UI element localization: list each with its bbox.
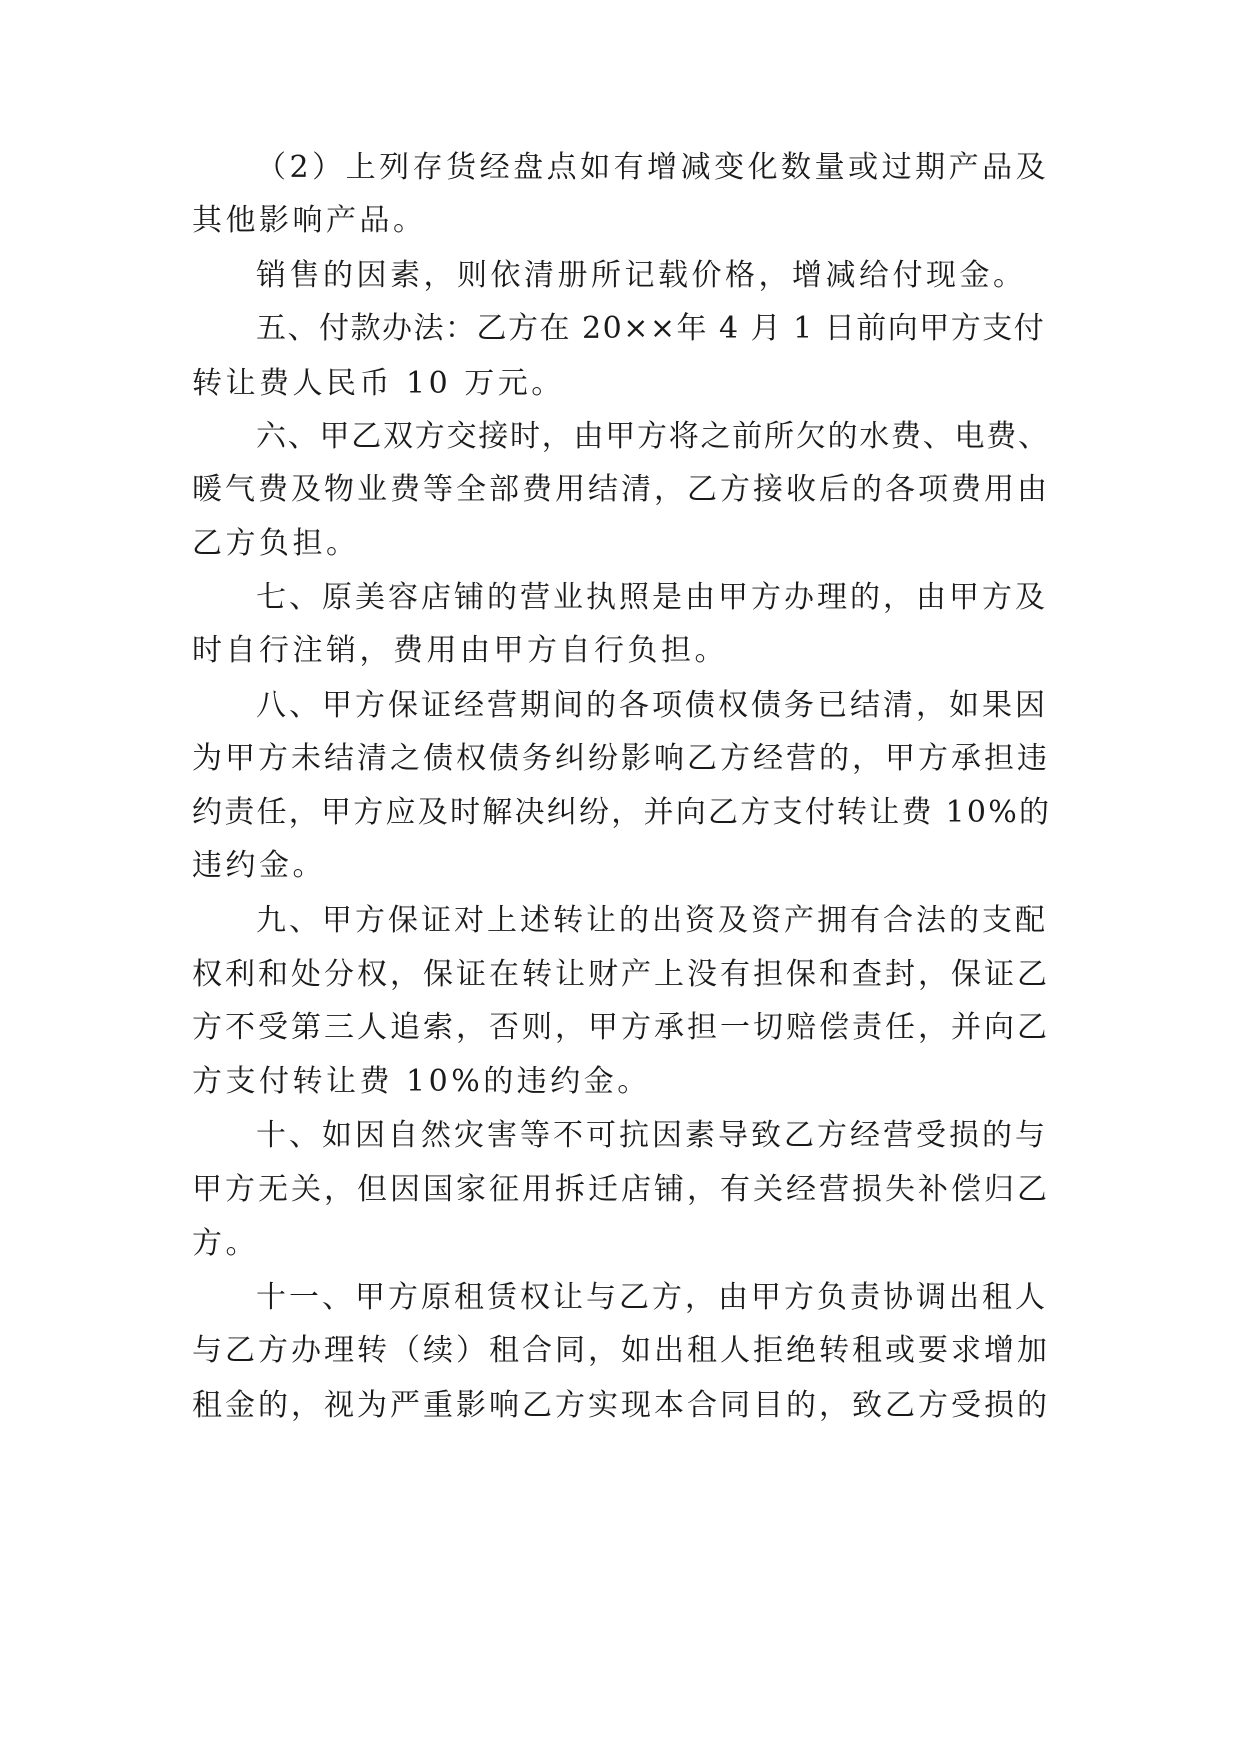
text-line: 乙方负担。 — [192, 526, 360, 561]
text-line: 约责任，甲方应及时解决纠纷，并向乙方支付转让费 10%的 — [192, 795, 1052, 830]
text-line: 六、甲乙双方交接时，由甲方将之前所欠的水费、电费、 — [256, 419, 1050, 454]
text-line: 违约金。 — [192, 848, 326, 883]
text-line: 九、甲方保证对上述转让的出资及资产拥有合法的支配 — [256, 903, 1048, 938]
text-line: 权利和处分权，保证在转让财产上没有担保和查封，保证乙 — [192, 957, 1050, 992]
text-line: 其他影响产品。 — [192, 203, 427, 238]
text-line: 方支付转让费 10%的违约金。 — [192, 1064, 651, 1099]
text-line: 十一、甲方原租赁权让与乙方，由甲方负责协调出租人 — [256, 1280, 1048, 1315]
text-line: 甲方无关，但因国家征用拆迁店铺，有关经营损失补偿归乙 — [192, 1172, 1050, 1207]
text-line: 为甲方未结清之债权债务纠纷影响乙方经营的，甲方承担违 — [192, 741, 1050, 776]
text-line: 八、甲方保证经营期间的各项债权债务已结清，如果因 — [256, 688, 1048, 723]
text-line: 与乙方办理转（续）租合同，如出租人拒绝转租或要求增加 — [192, 1333, 1050, 1368]
text-line: 五、付款办法：乙方在 20××年 4 月 1 日前向甲方支付 — [256, 311, 1046, 346]
text-line: 销售的因素，则依清册所记载价格，增减给付现金。 — [256, 258, 1027, 293]
text-line: 七、原美容店铺的营业执照是由甲方办理的，由甲方及 — [256, 580, 1048, 615]
text-line: 时自行注销，费用由甲方自行负担。 — [192, 633, 728, 668]
text-line: 转让费人民币 10 万元。 — [192, 366, 565, 401]
text-line: （2）上列存货经盘点如有增减变化数量或过期产品及 — [256, 150, 1050, 185]
text-line: 租金的，视为严重影响乙方实现本合同目的，致乙方受损的 — [192, 1388, 1050, 1423]
text-line: 十、如因自然灾害等不可抗因素导致乙方经营受损的与 — [256, 1118, 1048, 1153]
text-line: 方不受第三人追索，否则，甲方承担一切赔偿责任，并向乙 — [192, 1010, 1050, 1045]
text-line: 暖气费及物业费等全部费用结清，乙方接收后的各项费用由 — [192, 472, 1050, 507]
text-line: 方。 — [192, 1226, 259, 1261]
